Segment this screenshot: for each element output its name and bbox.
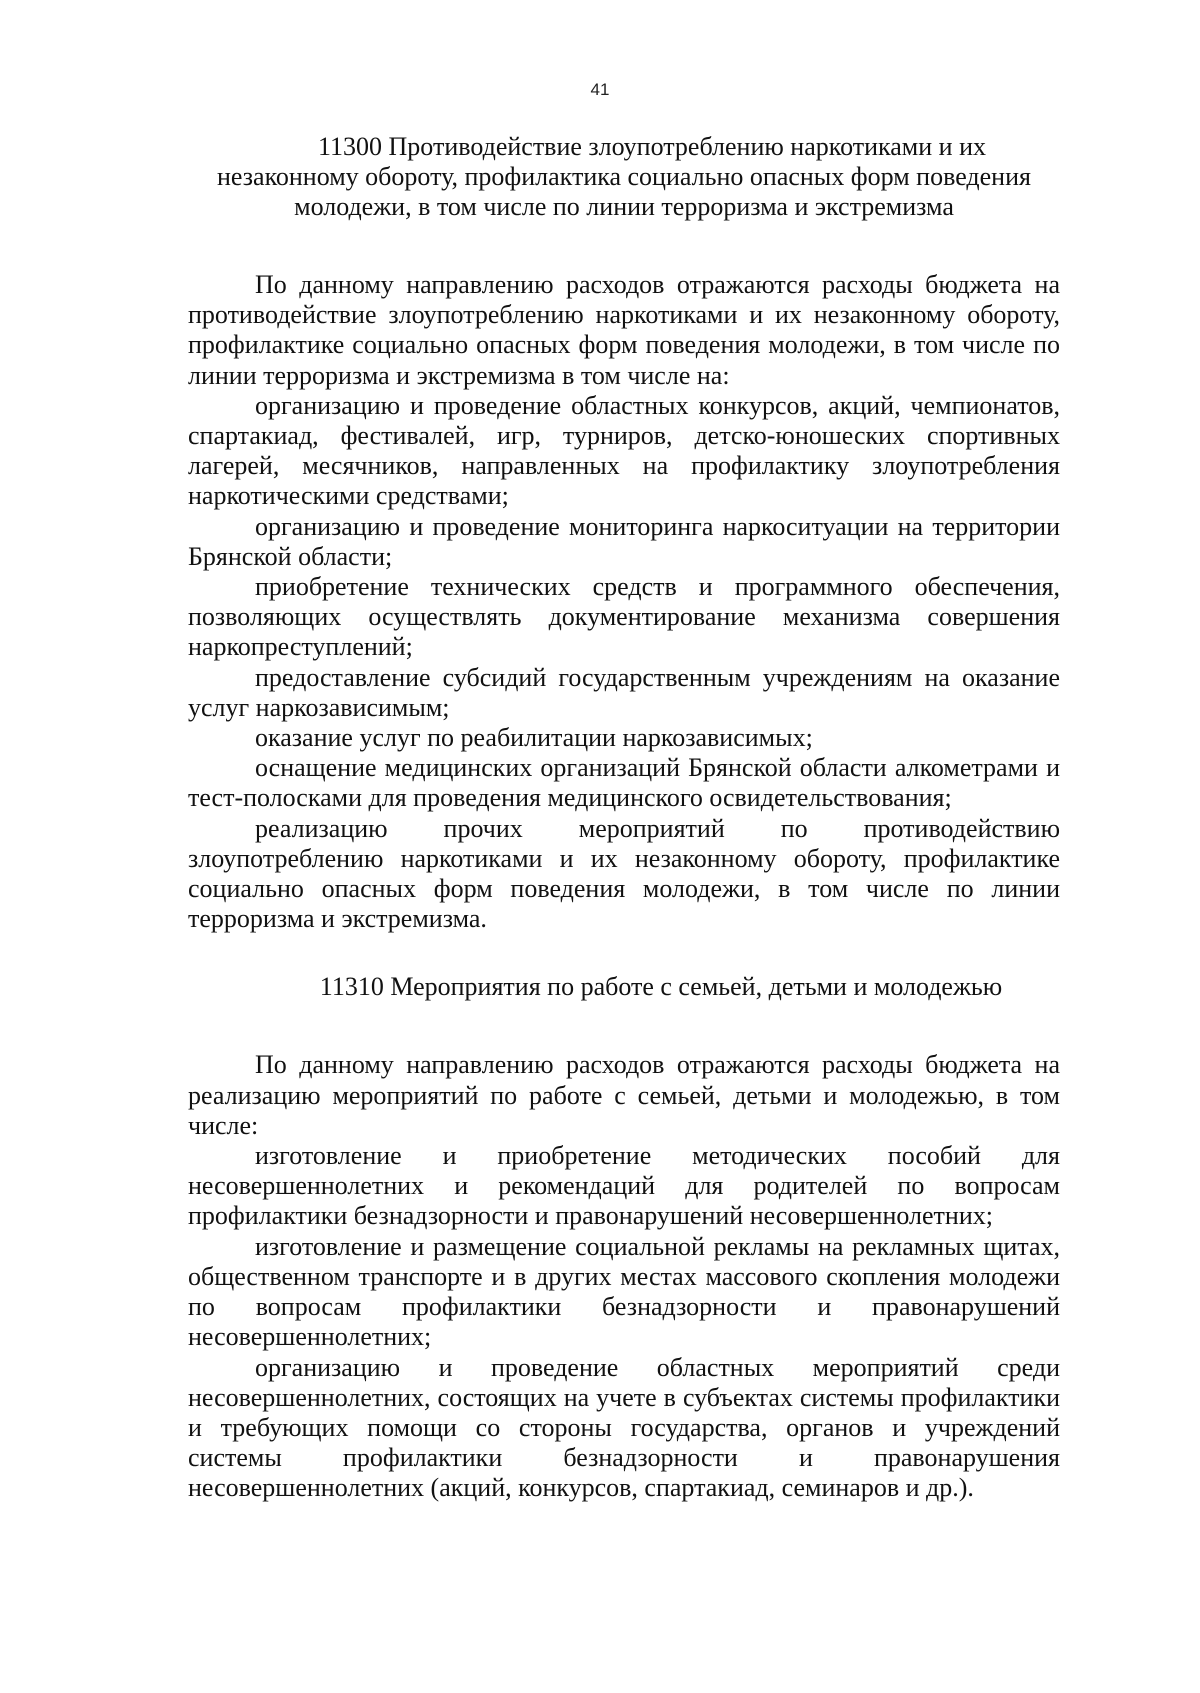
section-11300-item-monitoring: организацию и проведение мониторинга наркоситуации на территории Брянской области;: [188, 511, 1060, 571]
section-heading-11310: 11310 Мероприятия по работе с семьей, детьми и молодежью: [319, 972, 1003, 1002]
section-11300-item-breathalyzers: оснащение медицинских организаций Брянской области алкометрами и тест-полосками для проведения медицинского освидетельствования;: [188, 753, 1060, 813]
heading-line: 11300 Противодействие злоупотреблению наркотиками и их: [318, 132, 986, 161]
section-11300-item-other-measures: реализацию прочих мероприятий по противодействию злоупотреблению наркотиками и их незаконному обороту, профилактике социально опасных форм поведения молодежи, в том числе по линии терроризма и экстремизма.: [188, 813, 1060, 934]
section-11310-item-regional-events: организацию и проведение областных мероприятий среди несовершеннолетних, состоящих на учете в субъектах системы профилактики и требующих помощи со стороны государства, органов и учреждений системы профилактики безнадзорности и правонарушения несовершеннолетних (акций, конкурсов, спартакиад, семинаров и др.).: [188, 1352, 1060, 1503]
heading-line: молодежи, в том числе по линии терроризма и экстремизма: [294, 192, 954, 221]
section-11300-item-contests: организацию и проведение областных конкурсов, акций, чемпионатов, спартакиад, фестивалей, игр, турниров, детско-юношеских спортивных лагерей, месячников, направленных на профилактику злоупотребления наркотическими средствами;: [188, 390, 1060, 511]
section-11300-item-technical-means: приобретение технических средств и программного обеспечения, позволяющих осуществлять документирование механизма совершения наркопреступлений;: [188, 572, 1060, 662]
heading-line: незаконному обороту, профилактика социально опасных форм поведения: [217, 162, 1031, 191]
section-11300-item-rehabilitation: оказание услуг по реабилитации наркозависимых;: [255, 723, 813, 753]
section-heading-11300: [188, 132, 1060, 222]
document-body: [188, 132, 1060, 1504]
section-11310-item-social-ads: изготовление и размещение социальной рекламы на рекламных щитах, общественном транспорте и в других местах массового скопления молодежи по вопросам профилактики безнадзорности и правонарушений несовершеннолетних;: [188, 1231, 1060, 1352]
page-number: 41: [590, 80, 610, 99]
section-11310-intro-paragraph: По данному направлению расходов отражаются расходы бюджета на реализацию мероприятий по работе с семьей, детьми и молодежью, в том числе:: [188, 1050, 1060, 1140]
section-11300-item-subsidies: предоставление субсидий государственным учреждениям на оказание услуг наркозависимым;: [188, 662, 1060, 722]
section-11300-intro-paragraph: По данному направлению расходов отражаются расходы бюджета на противодействие злоупотреблению наркотиками и их незаконному обороту, профилактике социально опасных форм поведения молодежи, в том числе по линии терроризма и экстремизма в том числе на:: [188, 270, 1060, 390]
section-11310-item-manuals: изготовление и приобретение методических пособий для несовершеннолетних и рекомендаций для родителей по вопросам профилактики безнадзорности и правонарушений несовершеннолетних;: [188, 1141, 1060, 1231]
